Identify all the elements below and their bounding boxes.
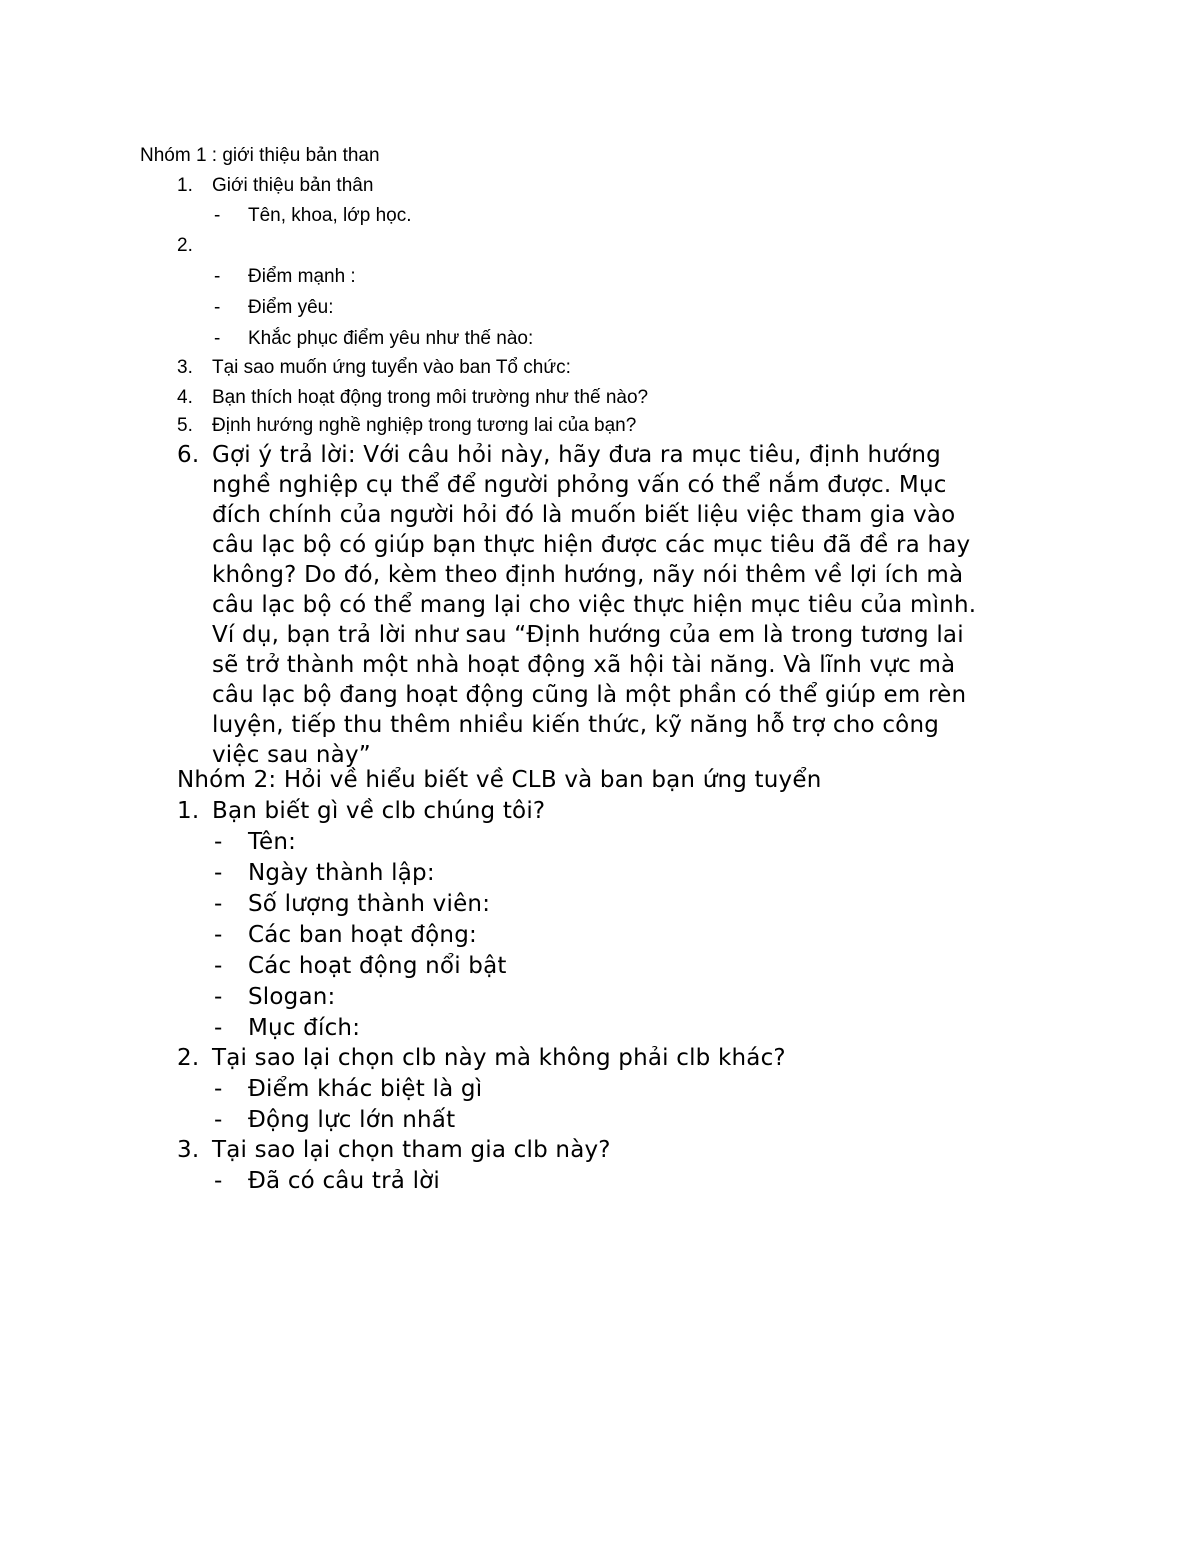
bullet-dash: -	[214, 984, 223, 1010]
group2-heading: Nhóm 2: Hỏi về hiểu biết về CLB và ban bạn ứng tuyển	[177, 767, 822, 793]
group1-q1-text: Giới thiệu bản thân	[212, 175, 374, 196]
paragraph-line: câu lạc bộ có thể mang lại cho việc thực hiện mục tiêu của mình.	[212, 592, 977, 618]
group1-q4-number: 4.	[177, 387, 193, 408]
bullet-dash: -	[214, 328, 221, 349]
bullet-dash: -	[214, 860, 223, 886]
group2-q1-bullet: Số lượng thành viên:	[248, 891, 491, 917]
group1-q4-text: Bạn thích hoạt động trong môi trường như thế nào?	[212, 387, 649, 408]
paragraph-line: câu lạc bộ có giúp bạn thực hiện được các mục tiêu đã đề ra hay	[212, 532, 971, 558]
group2-q3-text: Tại sao lại chọn tham gia clb này?	[212, 1137, 611, 1163]
group2-q3-bullet: Đã có câu trả lời	[248, 1168, 441, 1194]
group2-q2-bullet: Động lực lớn nhất	[248, 1107, 456, 1133]
bullet-dash: -	[214, 1107, 223, 1133]
bullet-dash: -	[214, 953, 223, 979]
bullet-dash: -	[214, 891, 223, 917]
group1-q6-paragraph	[212, 440, 1072, 770]
group2-q2-number: 2.	[177, 1045, 200, 1071]
paragraph-line: không? Do đó, kèm theo định hướng, nãy nói thêm về lợi ích mà	[212, 562, 964, 588]
bullet-dash: -	[214, 1168, 223, 1194]
group1-q2-number: 2.	[177, 235, 193, 256]
bullet-dash: -	[214, 829, 223, 855]
group1-q1-number: 1.	[177, 175, 193, 196]
group2-q2-text: Tại sao lại chọn clb này mà không phải clb khác?	[212, 1045, 786, 1071]
group2-q1-number: 1.	[177, 798, 200, 824]
group1-q1-bullet: Tên, khoa, lớp học.	[248, 205, 412, 226]
group1-q2-bullet: Điểm mạnh :	[248, 266, 356, 287]
group2-q1-bullet: Các ban hoạt động:	[248, 922, 477, 948]
group1-q5-number: 5.	[177, 415, 193, 436]
group2-q1-text: Bạn biết gì về clb chúng tôi?	[212, 798, 546, 824]
group2-q1-bullet: Tên:	[248, 829, 297, 855]
group2-q1-bullet: Ngày thành lập:	[248, 860, 435, 886]
group2-q3-number: 3.	[177, 1137, 200, 1163]
group2-q1-bullet: Các hoạt động nổi bật	[248, 953, 507, 979]
group1-q3-number: 3.	[177, 357, 193, 378]
paragraph-line: nghề nghiệp cụ thể để người phỏng vấn có thể nắm được. Mục	[212, 472, 947, 498]
group1-q6-number: 6.	[177, 442, 200, 468]
group1-q2-bullet: Khắc phục điểm yêu như thế nào:	[248, 328, 534, 349]
bullet-dash: -	[214, 266, 221, 287]
bullet-dash: -	[214, 922, 223, 948]
bullet-dash: -	[214, 297, 221, 318]
group2-q1-bullet: Mục đích:	[248, 1015, 361, 1041]
paragraph-line: sẽ trở thành một nhà hoạt động xã hội tài năng. Và lĩnh vực mà	[212, 652, 956, 678]
paragraph-line: Ví dụ, bạn trả lời như sau “Định hướng của em là trong tương lai	[212, 622, 964, 648]
bullet-dash: -	[214, 1015, 223, 1041]
group2-q1-bullet: Slogan:	[248, 984, 336, 1010]
group1-q2-bullet: Điểm yêu:	[248, 297, 334, 318]
bullet-dash: -	[214, 1076, 223, 1102]
paragraph-line: luyện, tiếp thu thêm nhiều kiến thức, kỹ năng hỗ trợ cho công	[212, 712, 940, 738]
paragraph-line: đích chính của người hỏi đó là muốn biết liệu việc tham gia vào	[212, 502, 956, 528]
group1-q3-text: Tại sao muốn ứng tuyển vào ban Tổ chức:	[212, 357, 571, 378]
paragraph-line: việc sau này”	[212, 742, 371, 768]
bullet-dash: -	[214, 205, 221, 226]
group1-q5-text: Định hướng nghề nghiệp trong tương lai của bạn?	[212, 415, 637, 436]
group2-q2-bullet: Điểm khác biệt là gì	[248, 1076, 483, 1102]
group1-heading: Nhóm 1 : giới thiệu bản than	[140, 145, 380, 166]
paragraph-line: Gợi ý trả lời: Với câu hỏi này, hãy đưa ra mục tiêu, định hướng	[212, 442, 941, 468]
paragraph-line: câu lạc bộ đang hoạt động cũng là một phần có thể giúp em rèn	[212, 682, 967, 708]
